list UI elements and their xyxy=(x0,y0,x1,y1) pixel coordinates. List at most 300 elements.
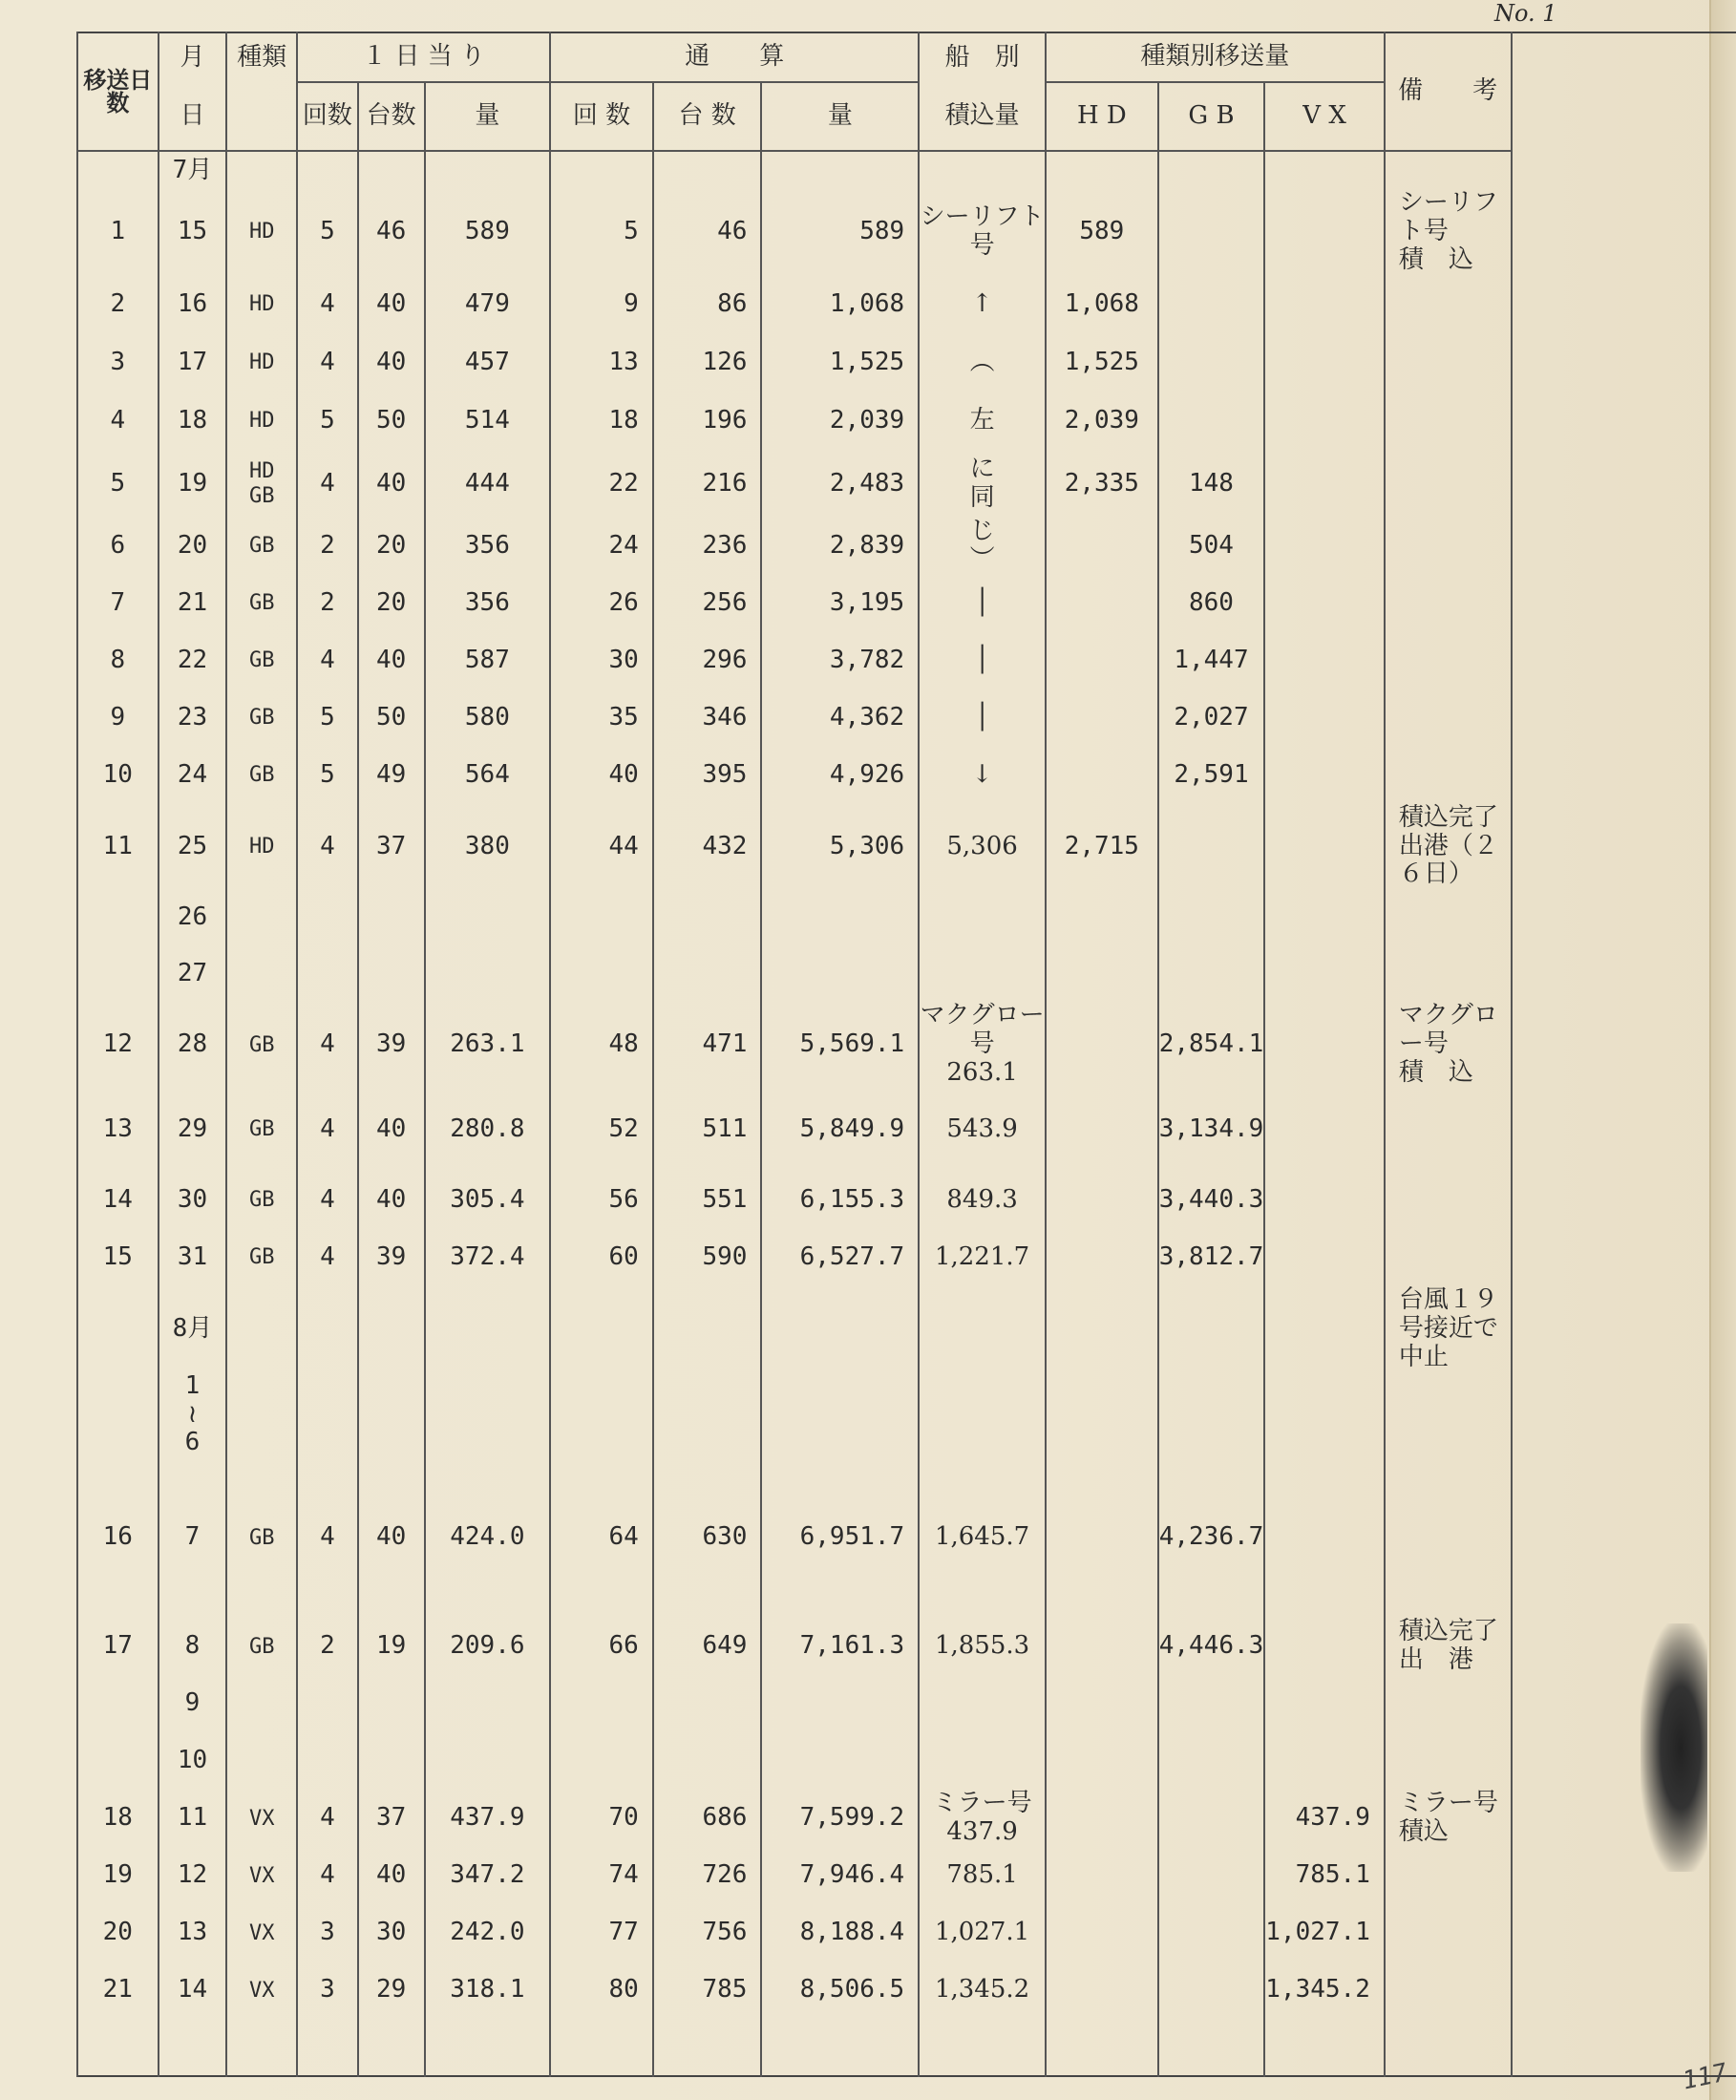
row-cum-units xyxy=(653,1732,762,1790)
row-times: 4 xyxy=(297,1002,358,1088)
row-remarks xyxy=(1385,1732,1512,1790)
row-amount: 318.1 xyxy=(425,1962,551,2019)
row-cum-units: 551 xyxy=(653,1172,762,1229)
row-units xyxy=(358,1286,425,1372)
row-vx: 1,027.1 xyxy=(1264,1904,1385,1962)
row-remarks xyxy=(1385,1229,1512,1286)
row-day-number: 15 xyxy=(77,1229,159,1286)
row-times: 5 xyxy=(297,392,358,451)
row-gb xyxy=(1158,1790,1265,1847)
row-hd xyxy=(1046,1847,1158,1904)
row-gb: 504 xyxy=(1158,518,1265,575)
row-remarks: 積込完了 出港（２６日） xyxy=(1385,804,1512,890)
row-gb xyxy=(1158,189,1265,275)
row-times: 4 xyxy=(297,275,358,334)
row-day-number: 8 xyxy=(77,632,159,689)
row-units xyxy=(358,2019,425,2076)
row-day-number xyxy=(77,1732,159,1790)
row-date: 8月 xyxy=(159,1286,227,1372)
row-gb xyxy=(1158,1286,1265,1372)
row-amount xyxy=(425,1675,551,1732)
row-units xyxy=(358,946,425,1002)
row-remarks xyxy=(1385,1847,1512,1904)
row-hd: 2,039 xyxy=(1046,392,1158,451)
row-remarks xyxy=(1385,334,1512,392)
row-kind: GB xyxy=(226,689,297,747)
row-vx xyxy=(1264,1229,1385,1286)
row-ship-load: ↑ xyxy=(919,275,1046,334)
row-cum-times xyxy=(550,1372,653,1458)
row-cum-units: 196 xyxy=(653,392,762,451)
row-units: 46 xyxy=(358,189,425,275)
row-times: 4 xyxy=(297,1790,358,1847)
row-times xyxy=(297,1372,358,1458)
row-remarks xyxy=(1385,1904,1512,1962)
row-vx xyxy=(1264,1372,1385,1458)
row-units: 49 xyxy=(358,747,425,804)
row-kind xyxy=(226,1675,297,1732)
row-cum-times: 9 xyxy=(550,275,653,334)
row-day-number: 2 xyxy=(77,275,159,334)
row-units: 37 xyxy=(358,804,425,890)
row-kind xyxy=(226,946,297,1002)
row-gb: 4,446.3 xyxy=(1158,1618,1265,1675)
row-gb xyxy=(1158,946,1265,1002)
row-times: 4 xyxy=(297,1847,358,1904)
table-row xyxy=(77,1732,1736,1790)
row-units: 20 xyxy=(358,575,425,632)
table-row xyxy=(77,2019,1736,2076)
row-cum-units xyxy=(653,151,762,189)
row-cum-amount: 1,525 xyxy=(761,334,919,392)
row-remarks xyxy=(1385,889,1512,946)
row-kind: HD xyxy=(226,804,297,890)
row-hd: 589 xyxy=(1046,189,1158,275)
row-cum-times: 70 xyxy=(550,1790,653,1847)
row-gb: 3,812.7 xyxy=(1158,1229,1265,1286)
row-date: 23 xyxy=(159,689,227,747)
table-row xyxy=(77,1457,1736,1618)
row-cum-units: 686 xyxy=(653,1790,762,1847)
row-amount: 564 xyxy=(425,747,551,804)
row-vx xyxy=(1264,804,1385,890)
row-vx xyxy=(1264,1286,1385,1372)
row-remarks xyxy=(1385,1372,1512,1458)
header-day: 日 xyxy=(159,82,227,151)
row-gb: 4,236.7 xyxy=(1158,1457,1265,1618)
row-times xyxy=(297,1286,358,1372)
row-cum-units: 726 xyxy=(653,1847,762,1904)
row-gb xyxy=(1158,889,1265,946)
row-date: 14 xyxy=(159,1962,227,2019)
table-row xyxy=(77,1002,1736,1088)
row-day-number: 13 xyxy=(77,1088,159,1172)
row-hd xyxy=(1046,2019,1158,2076)
row-vx: 437.9 xyxy=(1264,1790,1385,1847)
row-kind: HD xyxy=(226,392,297,451)
row-cum-times: 66 xyxy=(550,1618,653,1675)
row-cum-amount: 2,483 xyxy=(761,451,919,518)
header-kind: 種類 xyxy=(226,32,297,82)
row-cum-units: 395 xyxy=(653,747,762,804)
row-gb xyxy=(1158,2019,1265,2076)
row-date: 27 xyxy=(159,946,227,1002)
row-kind xyxy=(226,1286,297,1372)
row-day-number xyxy=(77,2019,159,2076)
row-times xyxy=(297,151,358,189)
row-amount: 587 xyxy=(425,632,551,689)
table-row xyxy=(77,1962,1736,2019)
row-cum-units: 511 xyxy=(653,1088,762,1172)
header-remarks: 備 考 xyxy=(1385,32,1512,151)
table-row xyxy=(77,1229,1736,1286)
row-cum-units: 126 xyxy=(653,334,762,392)
row-units: 50 xyxy=(358,689,425,747)
row-units: 40 xyxy=(358,1088,425,1172)
row-ship-load: 1,027.1 xyxy=(919,1904,1046,1962)
row-vx xyxy=(1264,334,1385,392)
row-day-number xyxy=(77,1286,159,1372)
row-times: 4 xyxy=(297,1172,358,1229)
row-remarks: 積込完了 出 港 xyxy=(1385,1618,1512,1675)
row-amount: 356 xyxy=(425,575,551,632)
row-ship-load: 849.3 xyxy=(919,1172,1046,1229)
row-remarks xyxy=(1385,518,1512,575)
row-cum-times xyxy=(550,151,653,189)
row-day-number: 16 xyxy=(77,1457,159,1618)
row-vx xyxy=(1264,747,1385,804)
row-hd xyxy=(1046,1904,1158,1962)
row-gb xyxy=(1158,1847,1265,1904)
row-amount: 380 xyxy=(425,804,551,890)
row-cum-times: 35 xyxy=(550,689,653,747)
row-kind xyxy=(226,889,297,946)
row-hd xyxy=(1046,1790,1158,1847)
row-kind: GB xyxy=(226,1088,297,1172)
row-vx xyxy=(1264,1002,1385,1088)
row-amount xyxy=(425,889,551,946)
row-hd: 2,715 xyxy=(1046,804,1158,890)
row-vx xyxy=(1264,1457,1385,1618)
row-units: 39 xyxy=(358,1229,425,1286)
row-ship-load: ︵ xyxy=(919,334,1046,392)
row-date: 13 xyxy=(159,1904,227,1962)
row-cum-amount: 6,527.7 xyxy=(761,1229,919,1286)
table-row xyxy=(77,334,1736,392)
row-units: 29 xyxy=(358,1962,425,2019)
row-units: 40 xyxy=(358,1847,425,1904)
row-day-number xyxy=(77,1675,159,1732)
row-hd: 1,068 xyxy=(1046,275,1158,334)
row-vx xyxy=(1264,151,1385,189)
row-hd xyxy=(1046,1172,1158,1229)
row-hd xyxy=(1046,1618,1158,1675)
table-row xyxy=(77,275,1736,334)
row-remarks xyxy=(1385,1457,1512,1618)
row-units: 37 xyxy=(358,1790,425,1847)
row-kind: GB xyxy=(226,1457,297,1618)
row-times: 3 xyxy=(297,1904,358,1962)
row-amount: 372.4 xyxy=(425,1229,551,1286)
row-date: 26 xyxy=(159,889,227,946)
table-row xyxy=(77,1904,1736,1962)
row-remarks: ミラー号積込 xyxy=(1385,1790,1512,1847)
row-cum-times xyxy=(550,1675,653,1732)
row-ship-load xyxy=(919,1675,1046,1732)
row-date: 15 xyxy=(159,189,227,275)
row-kind: VX xyxy=(226,1962,297,2019)
row-hd xyxy=(1046,1962,1158,2019)
row-ship-load: 5,306 xyxy=(919,804,1046,890)
row-times: 4 xyxy=(297,1457,358,1618)
row-amount: 242.0 xyxy=(425,1904,551,1962)
table-row xyxy=(77,1847,1736,1904)
row-amount xyxy=(425,946,551,1002)
row-gb xyxy=(1158,1675,1265,1732)
row-hd xyxy=(1046,1457,1158,1618)
row-day-number xyxy=(77,946,159,1002)
row-cum-times: 30 xyxy=(550,632,653,689)
row-gb xyxy=(1158,275,1265,334)
row-remarks xyxy=(1385,1172,1512,1229)
row-day-number: 21 xyxy=(77,1962,159,2019)
row-ship-load: 1,221.7 xyxy=(919,1229,1046,1286)
row-times: 2 xyxy=(297,518,358,575)
row-units: 30 xyxy=(358,1904,425,1962)
row-cum-times xyxy=(550,889,653,946)
row-ship-load: 1,645.7 xyxy=(919,1457,1046,1618)
header-month: 月 xyxy=(159,32,227,82)
row-cum-amount xyxy=(761,946,919,1002)
row-date: 18 xyxy=(159,392,227,451)
header-amount: 量 xyxy=(425,82,551,151)
row-kind: GB xyxy=(226,1002,297,1088)
row-cum-amount xyxy=(761,1286,919,1372)
row-times: 2 xyxy=(297,1618,358,1675)
page-number: No. 1 xyxy=(1494,0,1557,27)
row-date: 11 xyxy=(159,1790,227,1847)
row-ship-load: 785.1 xyxy=(919,1847,1046,1904)
row-cum-amount: 7,161.3 xyxy=(761,1618,919,1675)
table-row xyxy=(77,804,1736,890)
row-cum-amount: 7,599.2 xyxy=(761,1790,919,1847)
table-row xyxy=(77,889,1736,946)
row-units xyxy=(358,151,425,189)
row-date: 30 xyxy=(159,1172,227,1229)
row-remarks xyxy=(1385,946,1512,1002)
row-cum-amount: 6,951.7 xyxy=(761,1457,919,1618)
row-hd xyxy=(1046,151,1158,189)
row-gb xyxy=(1158,1904,1265,1962)
row-kind: HD xyxy=(226,189,297,275)
row-ship-load: 543.9 xyxy=(919,1088,1046,1172)
row-times xyxy=(297,1732,358,1790)
row-cum-times: 26 xyxy=(550,575,653,632)
row-cum-units: 46 xyxy=(653,189,762,275)
row-amount: 424.0 xyxy=(425,1457,551,1618)
row-vx xyxy=(1264,1088,1385,1172)
row-vx xyxy=(1264,575,1385,632)
row-cum-times: 77 xyxy=(550,1904,653,1962)
row-gb xyxy=(1158,1732,1265,1790)
row-cum-units: 236 xyxy=(653,518,762,575)
row-hd xyxy=(1046,689,1158,747)
row-cum-amount: 589 xyxy=(761,189,919,275)
row-cum-amount: 2,039 xyxy=(761,392,919,451)
row-gb: 3,440.3 xyxy=(1158,1172,1265,1229)
row-ship-load xyxy=(919,1372,1046,1458)
row-day-number: 10 xyxy=(77,747,159,804)
row-hd xyxy=(1046,1088,1158,1172)
row-kind: VX xyxy=(226,1904,297,1962)
row-kind: GB xyxy=(226,518,297,575)
row-vx xyxy=(1264,1618,1385,1675)
row-cum-amount: 8,506.5 xyxy=(761,1962,919,2019)
row-units: 40 xyxy=(358,334,425,392)
table-row xyxy=(77,1088,1736,1172)
row-day-number: 3 xyxy=(77,334,159,392)
row-day-number: 11 xyxy=(77,804,159,890)
row-times: 2 xyxy=(297,575,358,632)
row-amount xyxy=(425,1286,551,1372)
row-units: 39 xyxy=(358,1002,425,1088)
table-row xyxy=(77,946,1736,1002)
row-units: 19 xyxy=(358,1618,425,1675)
row-cum-times xyxy=(550,1732,653,1790)
row-amount: 305.4 xyxy=(425,1172,551,1229)
row-amount: 347.2 xyxy=(425,1847,551,1904)
row-cum-units xyxy=(653,946,762,1002)
row-ship-load: │ xyxy=(919,689,1046,747)
row-gb: 2,027 xyxy=(1158,689,1265,747)
header-gb: G B xyxy=(1158,82,1265,151)
row-amount: 589 xyxy=(425,189,551,275)
row-remarks: 台風１９号接近で 中止 xyxy=(1385,1286,1512,1372)
header-times-cum: 回 数 xyxy=(550,82,653,151)
row-hd xyxy=(1046,1372,1158,1458)
row-kind: HD GB xyxy=(226,451,297,518)
corner-number: 117 xyxy=(1680,2058,1730,2096)
row-cum-units: 296 xyxy=(653,632,762,689)
row-cum-times: 74 xyxy=(550,1847,653,1904)
header-days: 移送日数 xyxy=(77,32,159,151)
row-date: 7月 xyxy=(159,151,227,189)
row-cum-times: 56 xyxy=(550,1172,653,1229)
row-times xyxy=(297,889,358,946)
header-per-day: １ 日 当 り xyxy=(297,32,550,82)
row-amount xyxy=(425,1372,551,1458)
row-vx xyxy=(1264,392,1385,451)
row-cum-times: 40 xyxy=(550,747,653,804)
row-cum-times xyxy=(550,1286,653,1372)
row-hd xyxy=(1046,632,1158,689)
header-units-cum: 台 数 xyxy=(653,82,762,151)
row-hd xyxy=(1046,747,1158,804)
row-kind: GB xyxy=(226,632,297,689)
row-hd xyxy=(1046,518,1158,575)
row-amount xyxy=(425,1732,551,1790)
row-day-number: 19 xyxy=(77,1847,159,1904)
row-times xyxy=(297,1675,358,1732)
row-vx xyxy=(1264,1172,1385,1229)
row-cum-amount xyxy=(761,2019,919,2076)
row-cum-amount: 3,782 xyxy=(761,632,919,689)
row-date: 7 xyxy=(159,1457,227,1618)
row-gb: 2,591 xyxy=(1158,747,1265,804)
row-cum-amount xyxy=(761,1732,919,1790)
row-gb: 2,854.1 xyxy=(1158,1002,1265,1088)
row-vx xyxy=(1264,889,1385,946)
row-date: 22 xyxy=(159,632,227,689)
row-amount xyxy=(425,2019,551,2076)
row-cum-units: 256 xyxy=(653,575,762,632)
transfer-ledger-table xyxy=(76,32,1736,2077)
row-units: 50 xyxy=(358,392,425,451)
row-remarks xyxy=(1385,451,1512,518)
header-cumulative: 通 算 xyxy=(550,32,919,82)
row-gb xyxy=(1158,1962,1265,2019)
row-remarks xyxy=(1385,151,1512,189)
row-ship-load: 1,855.3 xyxy=(919,1618,1046,1675)
row-cum-amount xyxy=(761,1675,919,1732)
row-vx: 1,345.2 xyxy=(1264,1962,1385,2019)
row-amount: 444 xyxy=(425,451,551,518)
row-kind: VX xyxy=(226,1790,297,1847)
row-date: 28 xyxy=(159,1002,227,1088)
row-hd: 2,335 xyxy=(1046,451,1158,518)
row-cum-times: 44 xyxy=(550,804,653,890)
row-cum-amount: 5,569.1 xyxy=(761,1002,919,1088)
row-kind: HD xyxy=(226,275,297,334)
row-kind: GB xyxy=(226,747,297,804)
row-hd xyxy=(1046,889,1158,946)
row-remarks xyxy=(1385,747,1512,804)
row-amount: 437.9 xyxy=(425,1790,551,1847)
row-hd xyxy=(1046,1002,1158,1088)
ledger-body xyxy=(77,151,1736,2076)
row-day-number xyxy=(77,1372,159,1458)
row-cum-times: 64 xyxy=(550,1457,653,1618)
row-times: 4 xyxy=(297,804,358,890)
row-kind: VX xyxy=(226,1847,297,1904)
row-date: 9 xyxy=(159,1675,227,1732)
row-remarks xyxy=(1385,689,1512,747)
row-cum-amount xyxy=(761,889,919,946)
row-remarks xyxy=(1385,2019,1512,2076)
row-ship-load: ミラー号 437.9 xyxy=(919,1790,1046,1847)
row-remarks xyxy=(1385,1962,1512,2019)
row-cum-units xyxy=(653,1675,762,1732)
row-hd: 1,525 xyxy=(1046,334,1158,392)
row-times xyxy=(297,946,358,1002)
row-units xyxy=(358,1372,425,1458)
row-ship-load: 1,345.2 xyxy=(919,1962,1046,2019)
table-row xyxy=(77,1172,1736,1229)
row-date: 20 xyxy=(159,518,227,575)
row-units: 40 xyxy=(358,451,425,518)
header-kind-2 xyxy=(226,82,297,151)
header-ship-load: 積込量 xyxy=(919,82,1046,151)
row-units: 40 xyxy=(358,275,425,334)
row-times: 5 xyxy=(297,689,358,747)
row-amount: 263.1 xyxy=(425,1002,551,1088)
row-vx xyxy=(1264,689,1385,747)
row-date: 10 xyxy=(159,1732,227,1790)
row-day-number xyxy=(77,151,159,189)
row-ship-load: │ xyxy=(919,575,1046,632)
row-cum-units xyxy=(653,1286,762,1372)
row-day-number: 6 xyxy=(77,518,159,575)
